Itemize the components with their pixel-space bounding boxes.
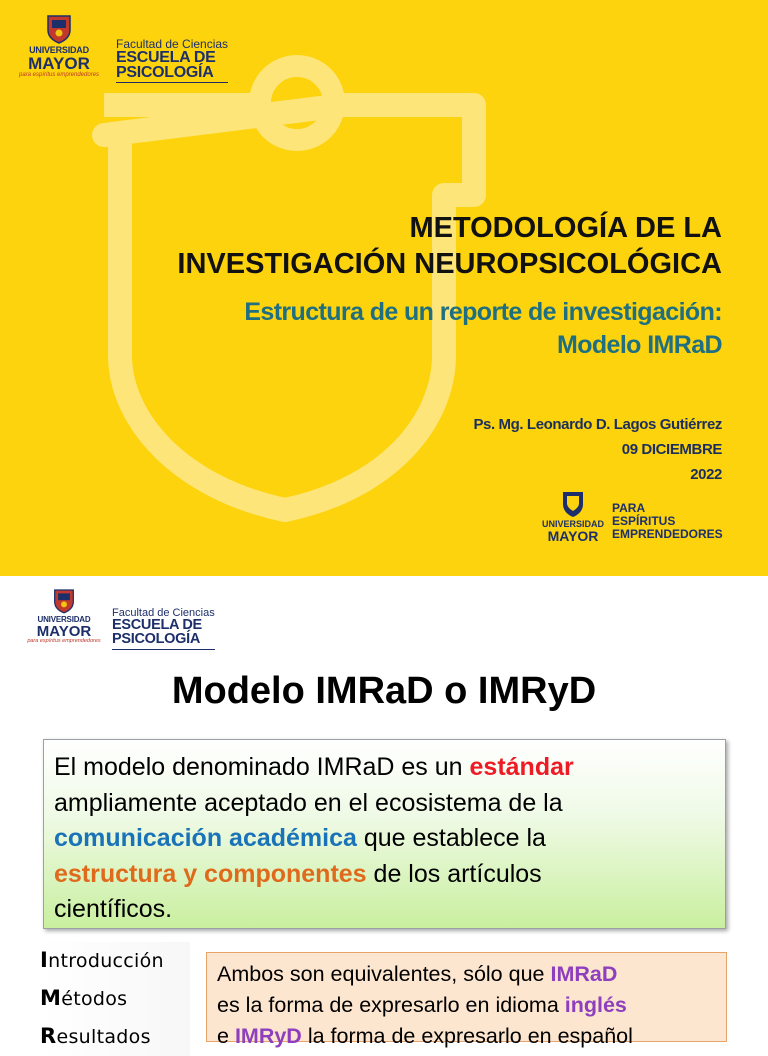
highlight-english: inglés bbox=[564, 993, 627, 1017]
equivalence-line-3 bbox=[217, 1021, 726, 1052]
faculty-line-1: ESCUELA DE bbox=[116, 49, 216, 66]
faculty-label bbox=[112, 608, 215, 650]
logo-tagline: para espíritus emprendedores bbox=[18, 72, 100, 78]
list-item bbox=[40, 942, 190, 980]
brand-slogan bbox=[612, 502, 723, 541]
brand-crest-icon bbox=[561, 490, 585, 518]
definition-text: que establece la bbox=[356, 824, 546, 852]
brand-slogan-line-1: PARA bbox=[612, 501, 646, 515]
list-item-rest: ntroducción bbox=[48, 950, 164, 972]
definition-box bbox=[43, 739, 726, 929]
definition-text: de los artículos bbox=[366, 859, 542, 888]
list-item-rest: esultados bbox=[56, 1026, 151, 1048]
university-crest-icon bbox=[53, 588, 75, 614]
logo-tagline: para espíritus emprendedores bbox=[27, 638, 101, 644]
imrad-acronym-list bbox=[40, 942, 190, 1056]
brand-logo bbox=[544, 490, 723, 544]
slide-title bbox=[177, 210, 722, 282]
slide-subtitle-line-1: Estructura de un reporte de investigación: bbox=[244, 298, 722, 326]
highlight-structure-components: estructura y componentes bbox=[54, 859, 367, 888]
slide-subtitle-line-2: Modelo IMRaD bbox=[556, 331, 722, 359]
definition-line-1 bbox=[54, 750, 725, 786]
equivalence-box bbox=[206, 952, 727, 1048]
logo-mayor-text: MAYOR bbox=[36, 623, 92, 640]
definition-line-3 bbox=[54, 821, 725, 857]
slide-title-line-2: INVESTIGACIÓN NEUROPSICOLÓGICA bbox=[177, 248, 722, 280]
faculty-small-text: Facultad de Ciencias bbox=[112, 607, 215, 619]
equivalence-text: e bbox=[217, 1024, 235, 1048]
equivalence-text: Ambos son equivalentes, sólo que bbox=[217, 962, 551, 986]
list-item-rest: étodos bbox=[61, 988, 128, 1010]
brand-univ-text: UNIVERSIDAD bbox=[542, 519, 605, 529]
logo-univ-text: UNIVERSIDAD bbox=[37, 615, 91, 624]
logo-mayor-text: MAYOR bbox=[28, 54, 90, 73]
brand-slogan-line-2: ESPÍRITUS bbox=[612, 514, 676, 528]
faculty-line-1: ESCUELA DE bbox=[112, 617, 202, 633]
faculty-underline bbox=[112, 649, 215, 650]
faculty-line-2: PSICOLOGÍA bbox=[116, 64, 214, 82]
definition-line-2: ampliamente aceptado en el ecosistema de la bbox=[54, 788, 563, 817]
faculty-small-text: Facultad de Ciencias bbox=[116, 37, 229, 51]
equivalence-line-1 bbox=[217, 959, 726, 990]
content-slide bbox=[0, 576, 768, 1048]
list-item-initial: I bbox=[40, 948, 49, 972]
slide-title-line-1: METODOLOGÍA DE LA bbox=[409, 212, 722, 244]
equivalence-text: la forma de expresarlo en español bbox=[301, 1024, 633, 1048]
equivalence-text: es la forma de expresarlo en idioma bbox=[217, 993, 565, 1017]
definition-line-4 bbox=[54, 857, 725, 893]
slide-title: Modelo IMRaD o IMRyD bbox=[171, 670, 597, 712]
faculty-label bbox=[116, 38, 228, 83]
highlight-academic-communication: comunicación académica bbox=[54, 824, 357, 852]
university-crest-icon bbox=[46, 14, 72, 44]
list-item-initial: M bbox=[40, 986, 62, 1010]
list-item bbox=[40, 980, 190, 1018]
presentation-date: 09 DICIEMBRE bbox=[621, 441, 722, 458]
slide-subtitle bbox=[244, 296, 722, 362]
university-logo bbox=[20, 14, 228, 83]
list-item-initial: R bbox=[40, 1024, 57, 1048]
list-item bbox=[40, 1018, 190, 1056]
author-name: Ps. Mg. Leonardo D. Lagos Gutiérrez bbox=[473, 416, 722, 433]
highlight-imrad: IMRaD bbox=[550, 962, 618, 986]
university-logo-small bbox=[28, 588, 215, 650]
presentation-year: 2022 bbox=[690, 466, 722, 483]
highlight-standard: estándar bbox=[469, 753, 574, 781]
brand-mayor-text: MAYOR bbox=[547, 528, 599, 544]
logo-univ-text: UNIVERSIDAD bbox=[29, 45, 89, 55]
definition-line-5: científicos. bbox=[54, 895, 173, 923]
highlight-imryd: IMRyD bbox=[234, 1024, 302, 1048]
author-block bbox=[473, 412, 722, 487]
definition-text: El modelo denominado IMRaD es un bbox=[54, 753, 470, 781]
faculty-line-2: PSICOLOGÍA bbox=[112, 630, 201, 647]
faculty-underline bbox=[116, 82, 228, 83]
brand-slogan-line-3: EMPRENDEDORES bbox=[612, 527, 723, 541]
equivalence-line-2 bbox=[217, 990, 726, 1021]
